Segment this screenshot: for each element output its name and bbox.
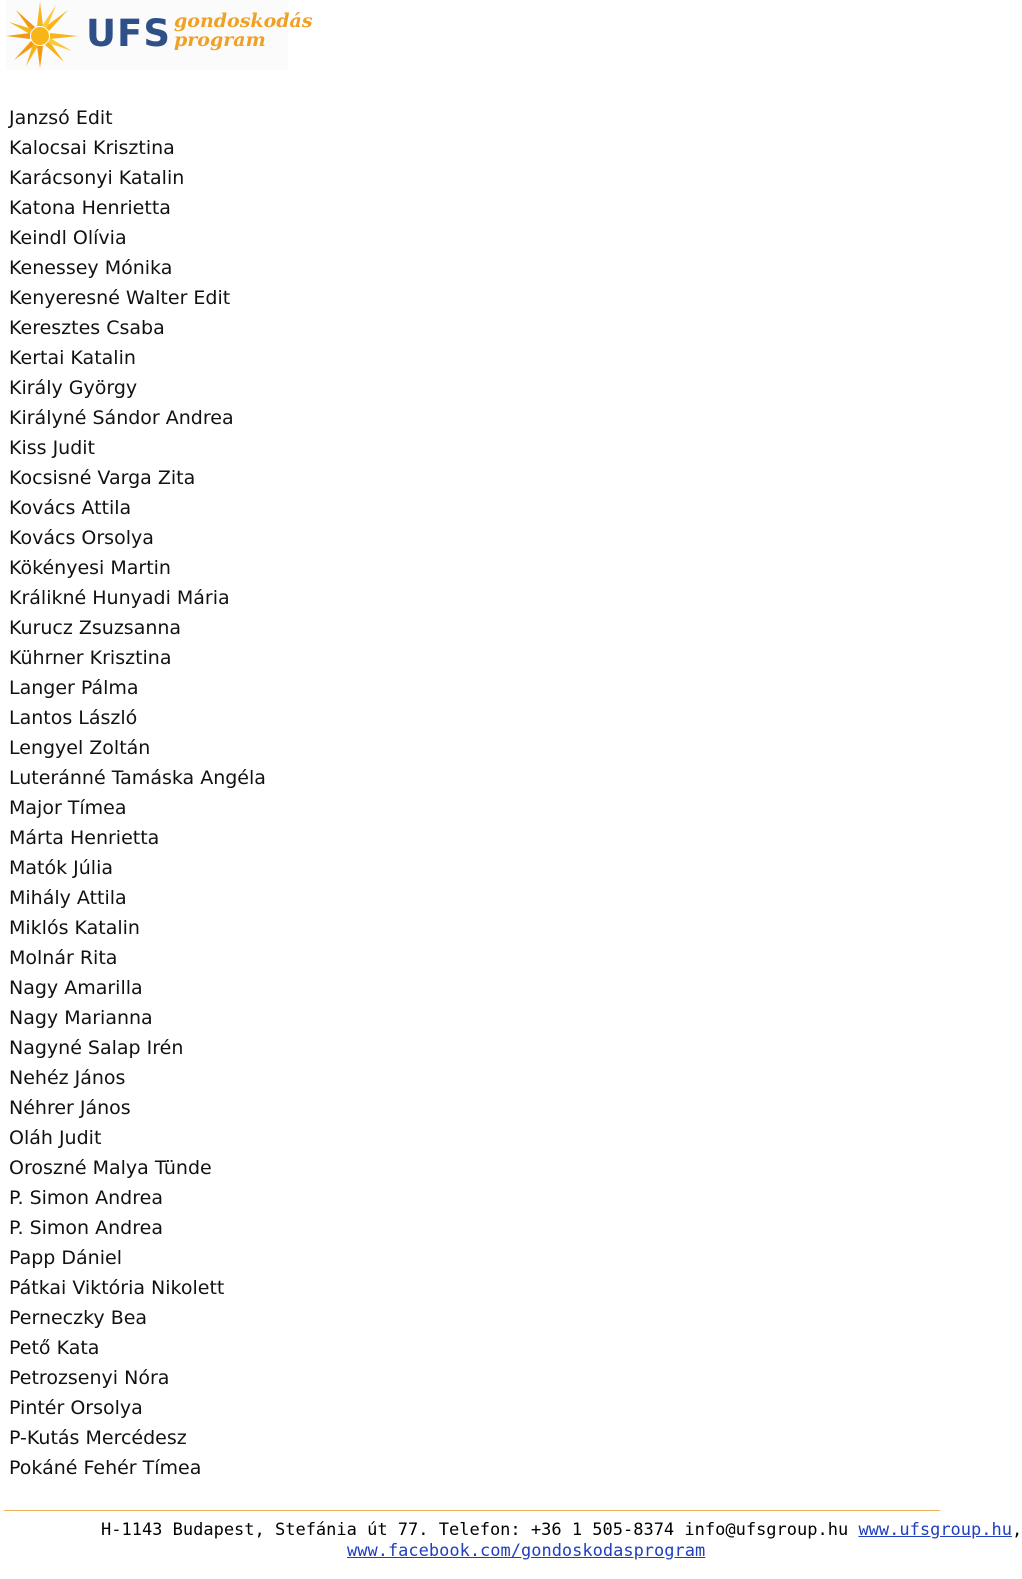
- list-item: Langer Pálma: [9, 677, 139, 699]
- list-item: Kökényesi Martin: [9, 557, 171, 579]
- list-item: Miklós Katalin: [9, 917, 140, 939]
- list-item: Kenyeresné Walter Edit: [9, 287, 231, 309]
- list-item: Perneczky Bea: [9, 1307, 148, 1329]
- footer-email: info@ufsgroup.hu: [684, 1520, 849, 1540]
- list-item: Néhrer János: [9, 1097, 131, 1119]
- list-item: Nagy Amarilla: [9, 977, 143, 999]
- list-item: Kalocsai Krisztina: [9, 137, 175, 159]
- list-item: Molnár Rita: [9, 947, 118, 969]
- list-item: Papp Dániel: [9, 1247, 122, 1269]
- list-item: Matók Júlia: [9, 857, 113, 879]
- list-item: Kenessey Mónika: [9, 257, 173, 279]
- footer-social-line: [347, 1540, 705, 1562]
- list-item: Oláh Judit: [9, 1127, 102, 1149]
- list-item: Karácsonyi Katalin: [9, 167, 185, 189]
- footer-contact-line: [101, 1519, 1022, 1541]
- list-item: Major Tímea: [9, 797, 127, 819]
- footer-phone: Telefon: +36 1 505-8374: [438, 1520, 675, 1540]
- list-item: Králikné Hunyadi Mária: [9, 587, 230, 609]
- list-item: Kiss Judit: [9, 437, 96, 459]
- sun-burst-icon: [6, 0, 86, 70]
- list-item: Kertai Katalin: [9, 347, 136, 369]
- list-item: P. Simon Andrea: [9, 1187, 163, 1209]
- list-item: Petrozsenyi Nóra: [9, 1367, 170, 1389]
- list-item: Janzsó Edit: [9, 107, 113, 129]
- list-item: Pintér Orsolya: [9, 1397, 143, 1419]
- list-item: Mihály Attila: [9, 887, 127, 909]
- list-item: Kührner Krisztina: [9, 647, 172, 669]
- footer-separator: ,: [1011, 1520, 1022, 1540]
- list-item: Kocsisné Varga Zita: [9, 467, 196, 489]
- ufs-logo: [6, 0, 313, 70]
- list-item: P. Simon Andrea: [9, 1217, 163, 1239]
- list-item: Királyné Sándor Andrea: [9, 407, 234, 429]
- list-item: Pokáné Fehér Tímea: [9, 1457, 202, 1479]
- logo-wordmark: UFS: [86, 12, 171, 55]
- list-item: Pátkai Viktória Nikolett: [9, 1277, 225, 1299]
- footer-website-link[interactable]: www.ufsgroup.hu: [858, 1520, 1012, 1540]
- list-item: Kurucz Zsuzsanna: [9, 617, 182, 639]
- list-item: Pető Kata: [9, 1337, 100, 1359]
- list-item: Katona Henrietta: [9, 197, 171, 219]
- footer-divider: [4, 1510, 940, 1511]
- list-item: Kovács Attila: [9, 497, 132, 519]
- list-item: Kovács Orsolya: [9, 527, 154, 549]
- list-item: Nagy Marianna: [9, 1007, 153, 1029]
- list-item: Keresztes Csaba: [9, 317, 165, 339]
- list-item: Márta Henrietta: [9, 827, 160, 849]
- list-item: Lengyel Zoltán: [9, 737, 151, 759]
- list-item: Lantos László: [9, 707, 138, 729]
- list-item: P-Kutás Mercédesz: [9, 1427, 187, 1449]
- page-header: [6, 0, 313, 70]
- list-item: Luteránné Tamáska Angéla: [9, 767, 266, 789]
- name-list: [9, 103, 266, 1483]
- list-item: Oroszné Malya Tünde: [9, 1157, 212, 1179]
- list-item: Nagyné Salap Irén: [9, 1037, 184, 1059]
- list-item: Keindl Olívia: [9, 227, 127, 249]
- list-item: Nehéz János: [9, 1067, 126, 1089]
- footer-facebook-link[interactable]: www.facebook.com/gondoskodasprogram: [347, 1541, 706, 1561]
- list-item: Király György: [9, 377, 138, 399]
- logo-tagline: gondoskodás program: [174, 10, 313, 51]
- footer-address: H-1143 Budapest, Stefánia út 77.: [101, 1520, 429, 1540]
